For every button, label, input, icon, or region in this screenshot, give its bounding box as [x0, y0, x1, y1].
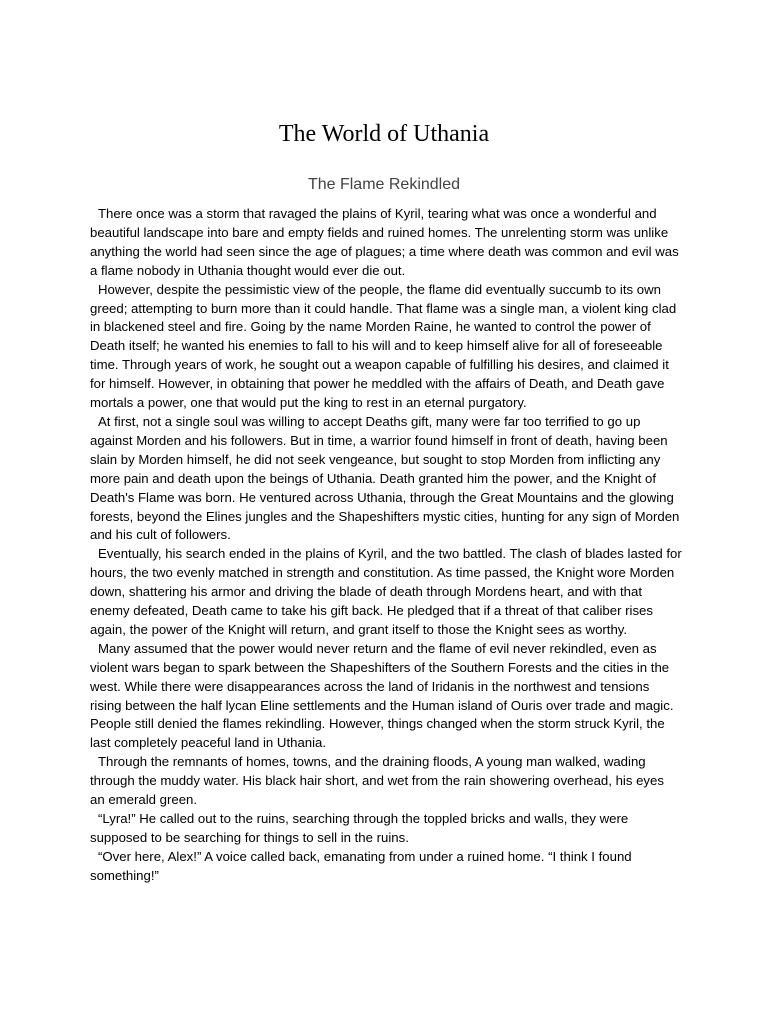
paragraph: Through the remnants of homes, towns, and the draining floods, A young man walked, wading through the muddy water. His black hair short, and wet from the rain showering overhead, his eyes an emerald green.: [90, 754, 664, 808]
paragraph: At first, not a single soul was willing to accept Deaths gift, many were far too terrified to go up against Morden and his followers. But in time, a warrior found himself in front of death, having been slain by Morden himself, he did not seek vengeance, but sought to stop Morden from inflicting any more pain and death upon the beings of Uthania. Death granted him the power, and the Knight of Death's Flame was born. He ventured across Uthania, through the Great Mountains and the glowing forests, beyond the Elines jungles and the Shapeshifters mystic cities, hunting for any sign of Morden and his cult of followers.: [90, 413, 680, 543]
paragraph: There once was a storm that ravaged the plains of Kyril, tearing what was once a wonderful and beautiful landscape into bare and empty fields and ruined homes. The unrelenting storm was unlike anything the world had seen since the age of plagues; a time where death was common and evil was a flame nobody in Uthania thought would ever die out.: [90, 206, 679, 278]
document-body: [90, 205, 682, 886]
paragraph: However, despite the pessimistic view of the people, the flame did eventually succumb to its own greed; attempting to burn more than it could handle. That flame was a single man, a violent king clad in blackened steel and fire. Going by the name Morden Raine, he wanted to control the power of Death itself; he wanted his enemies to fall to his will and to keep himself alive for all of foreseeable time. Through years of work, he sought out a weapon capable of fulfilling his desires, and claimed it for himself. However, in obtaining that power he meddled with the affairs of Death, and Death gave mortals a power, one that would put the king to rest in an eternal purgatory.: [90, 281, 677, 411]
paragraph: “Over here, Alex!” A voice called back, emanating from under a ruined home. “I think I found something!”: [90, 848, 632, 883]
paragraph: “Lyra!” He called out to the ruins, searching through the toppled bricks and walls, they were supposed to be searching for things to sell in the ruins.: [90, 811, 629, 845]
paragraph: Eventually, his search ended in the plains of Kyril, and the two battled. The clash of blades lasted for hours, the two evenly matched in strength and constitution. As time passed, the Knight wore Morden down, shattering his armor and driving the blade of death through Mordens heart, and with that enemy defeated, Death came to take his gift back. He pledged that if a threat of that caliber rises again, the power of the Knight will return, and grant itself to those the Knight sees as worthy.: [90, 546, 682, 637]
document-title: The World of Uthania: [278, 121, 490, 147]
document-subtitle: The Flame Rekindled: [307, 176, 461, 193]
paragraph: Many assumed that the power would never return and the flame of evil never rekindled, even as violent wars began to spark between the Shapeshifters of the Southern Forests and the cities in the west. While there were disappearances across the land of Iridanis in the northwest and tensions rising between the half lycan Eline settlements and the Human island of Ouris over trade and magic. People still denied the flames rekindling. However, things changed when the storm struck Kyril, the last completely peaceful land in Uthania.: [90, 640, 674, 751]
